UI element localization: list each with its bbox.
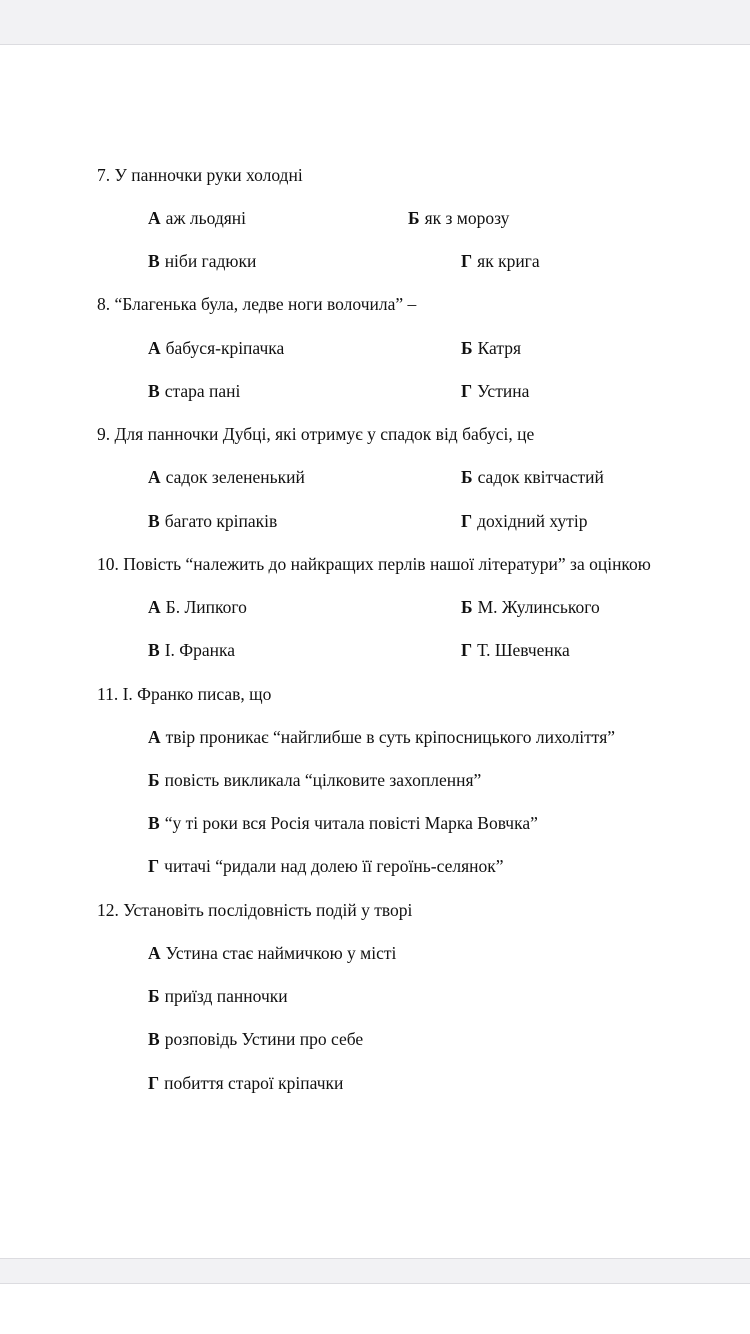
q8-option-h [461,380,529,402]
option-letter: В [148,511,160,531]
option-text: повість викликала “цілковите захоплення” [164,770,482,790]
q10-option-h [461,639,570,661]
question-12: 12. Установіть послідовність подій у творі [97,900,413,920]
option-text: аж льодяні [165,208,247,228]
viewer-bottom-bar [0,1258,750,1284]
option-letter: А [148,943,161,963]
option-text: М. Жулинського [477,597,600,617]
question-7: 7. У панночки руки холодні [97,165,303,185]
question-8: 8. “Благенька була, ледве ноги волочила” – [97,294,417,314]
option-letter: Б [461,467,473,487]
option-letter: Г [148,856,160,876]
viewer-top-bar [0,0,750,45]
option-text: І. Франка [164,640,235,660]
option-text: бабуся-кріпачка [165,338,285,358]
option-letter: А [148,727,161,747]
option-text: Устина стає наймичкою у місті [165,943,397,963]
option-text: садок квітчастий [477,467,604,487]
q10-option-a [148,596,247,618]
q10-option-b [461,596,600,618]
option-text: садок зелененький [165,467,305,487]
q12-option-h [148,1072,343,1094]
option-letter: В [148,251,160,271]
option-text: Устина [477,381,530,401]
q8-option-b [461,337,521,359]
option-text: Катря [477,338,521,358]
option-text: ніби гадюки [164,251,257,271]
option-letter: Б [408,208,420,228]
option-letter: Г [148,1073,160,1093]
option-letter: В [148,1029,160,1049]
option-letter: Г [461,640,473,660]
option-text: Т. Шевченка [477,640,570,660]
q7-option-h [461,250,540,272]
q10-option-v [148,639,235,661]
option-letter: Б [148,986,160,1006]
question-11: 11. І. Франко писав, що [97,684,272,704]
q9-option-a [148,466,305,488]
option-text: як з морозу [424,208,510,228]
option-text: як крига [477,251,540,271]
option-text: твір проникає “найглибше в суть кріпосницького лихоліття” [165,727,616,747]
q11-option-b [148,769,481,791]
q12-option-a [148,942,396,964]
q7-option-b [408,207,509,229]
option-text: стара пані [164,381,241,401]
option-letter: Г [461,511,473,531]
option-text: побиття старої кріпачки [164,1073,344,1093]
option-text: розповідь Устини про себе [164,1029,364,1049]
q8-option-a [148,337,284,359]
option-text: дохідний хутір [477,511,588,531]
option-letter: В [148,813,160,833]
option-letter: А [148,208,161,228]
option-letter: В [148,640,160,660]
option-text: приїзд панночки [164,986,288,1006]
option-letter: Б [148,770,160,790]
q11-option-a [148,726,615,748]
q9-option-v [148,510,277,532]
q8-option-v [148,380,240,402]
q11-option-h [148,855,504,877]
option-letter: Г [461,381,473,401]
option-letter: А [148,597,161,617]
document-page [0,45,750,1257]
option-text: “у ті роки вся Росія читала повісті Марка Вовчка” [164,813,538,833]
q12-option-v [148,1028,363,1050]
option-letter: Г [461,251,473,271]
option-letter: А [148,467,161,487]
option-text: багато кріпаків [164,511,278,531]
q7-option-v [148,250,256,272]
q7-option-a [148,207,246,229]
q9-option-h [461,510,587,532]
q12-option-b [148,985,288,1007]
option-letter: А [148,338,161,358]
option-letter: Б [461,597,473,617]
option-letter: Б [461,338,473,358]
q11-option-v [148,812,538,834]
option-letter: В [148,381,160,401]
option-text: читачі “ридали над долею її героїнь-селянок” [164,856,504,876]
question-9: 9. Для панночки Дубці, які отримує у спадок від бабусі, це [97,424,535,444]
q9-option-b [461,466,604,488]
question-10: 10. Повість “належить до найкращих перлів нашої літератури” за оцінкою [97,554,651,574]
option-text: Б. Липкого [165,597,247,617]
